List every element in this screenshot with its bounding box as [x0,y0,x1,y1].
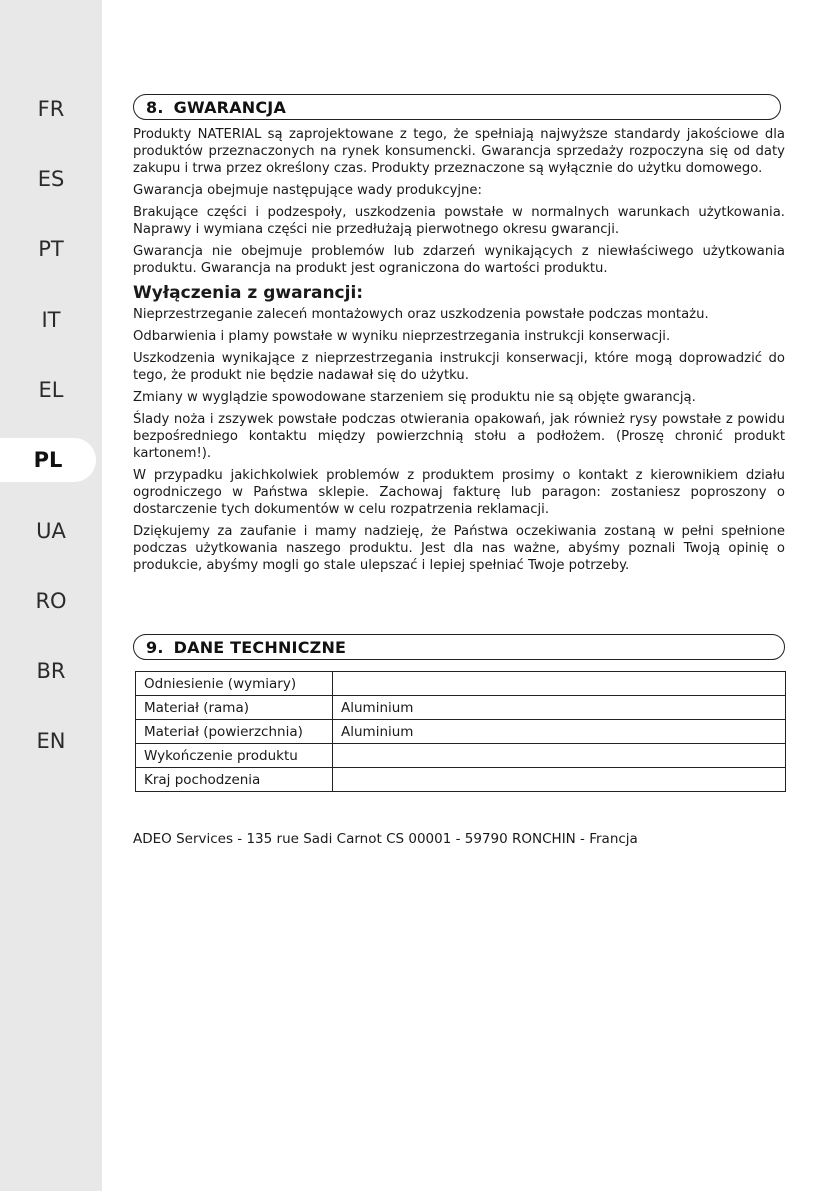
technical-section-header [133,634,785,660]
spec-value [333,768,786,792]
warranty-paragraph: Brakujące części i podzespoły, uszkodzenia powstałe w normalnych warunkach użytkowania. Naprawy i wymiana części nie przedłużają pierwotnego okresu gwarancji. [133,205,785,237]
spec-value: Aluminium [333,696,786,720]
technical-data-table [135,671,786,792]
spec-label: Kraj pochodzenia [136,768,333,792]
lang-tab-it[interactable]: IT [41,308,61,332]
spec-label: Wykończenie produktu [136,744,333,768]
spec-value [333,672,786,696]
table-row [136,768,786,792]
technical-section-title: DANE TECHNICZNE [173,637,347,657]
lang-tab-br[interactable]: BR [36,659,66,683]
warranty-section-header [133,94,781,120]
spec-label: Materiał (rama) [136,696,333,720]
warranty-section-title: GWARANCJA [173,97,287,117]
spec-label: Odniesienie (wymiary) [136,672,333,696]
exclusion-paragraph: Ślady noża i zszywek powstałe podczas otwierania opakowań, jak również rysy powstałe z powidu bezpośredniego kontaktu między powierzchnią stołu a podłożem. (Proszę chronić produkt kartonem!). [133,412,785,461]
spec-value: Aluminium [333,720,786,744]
spec-label: Materiał (powierzchnia) [136,720,333,744]
lang-tab-es[interactable]: ES [37,167,65,191]
exclusion-paragraph: Dziękujemy za zaufanie i mamy nadzieję, że Państwa oczekiwania zostaną w pełni spełnione podczas użytkowania naszego produktu. Jest dla nas ważne, abyśmy poznali Twoją opinię o produkcie, abyśmy mogli go stale ulepszać i lepiej spełniać Twoje potrzeby. [133,524,785,573]
warranty-section-number: 8. [146,97,164,117]
warranty-paragraph: Gwarancja obejmuje następujące wady produkcyjne: [133,183,482,198]
exclusion-paragraph: Nieprzestrzeganie zaleceń montażowych oraz uszkodzenia powstałe podczas montażu. [133,307,709,322]
warranty-paragraph: Produkty NATERIAL są zaprojektowane z tego, że spełniają najwyższe standardy jakościowe dla produktów przeznaczonych na rynek konsumencki. Gwarancja sprzedaży rozpoczyna się od daty zakupu i trwa przez określony czas. Produkty przeznaczone są wyłącznie do użytku domowego. [133,127,785,176]
lang-tab-pl-active[interactable]: PL [0,438,96,482]
warranty-body [133,126,785,579]
lang-tab-fr[interactable]: FR [37,97,65,121]
exclusion-paragraph: W przypadku jakichkolwiek problemów z produktem prosimy o kontakt z kierownikiem działu ogrodniczego w Państwa sklepie. Zachowaj fakturę lub paragon: zostaniesz poproszony o dostarczenie tych dokumentów w celu rozpatrzenia reklamacji. [133,468,785,517]
language-sidebar [0,0,102,1191]
lang-tab-el[interactable]: EL [38,378,64,402]
exclusion-paragraph: Uszkodzenia wynikające z nieprzestrzegania instrukcji konserwacji, które mogą doprowadzić do tego, że produkt nie będzie nadawał się do użytku. [133,351,785,383]
spec-value [333,744,786,768]
company-address: ADEO Services - 135 rue Sadi Carnot CS 00001 - 59790 RONCHIN - Francja [133,831,638,847]
exclusions-heading: Wyłączenia z gwarancji: [133,283,364,303]
table-row [136,672,786,696]
lang-tab-en[interactable]: EN [36,729,66,753]
table-row [136,744,786,768]
table-row [136,720,786,744]
exclusion-paragraph: Zmiany w wyglądzie spowodowane starzeniem się produktu nie są objęte gwarancją. [133,390,696,405]
exclusion-paragraph: Odbarwienia i plamy powstałe w wyniku nieprzestrzegania instrukcji konserwacji. [133,329,671,344]
lang-tab-ua[interactable]: UA [36,519,66,543]
lang-tab-pt[interactable]: PT [38,237,64,261]
warranty-paragraph: Gwarancja nie obejmuje problemów lub zdarzeń wynikających z niewłaściwego użytkowania produktu. Gwarancja na produkt jest ograniczona do wartości produktu. [133,244,785,276]
technical-section-number: 9. [146,637,164,657]
lang-tab-ro[interactable]: RO [35,589,67,613]
table-row [136,696,786,720]
